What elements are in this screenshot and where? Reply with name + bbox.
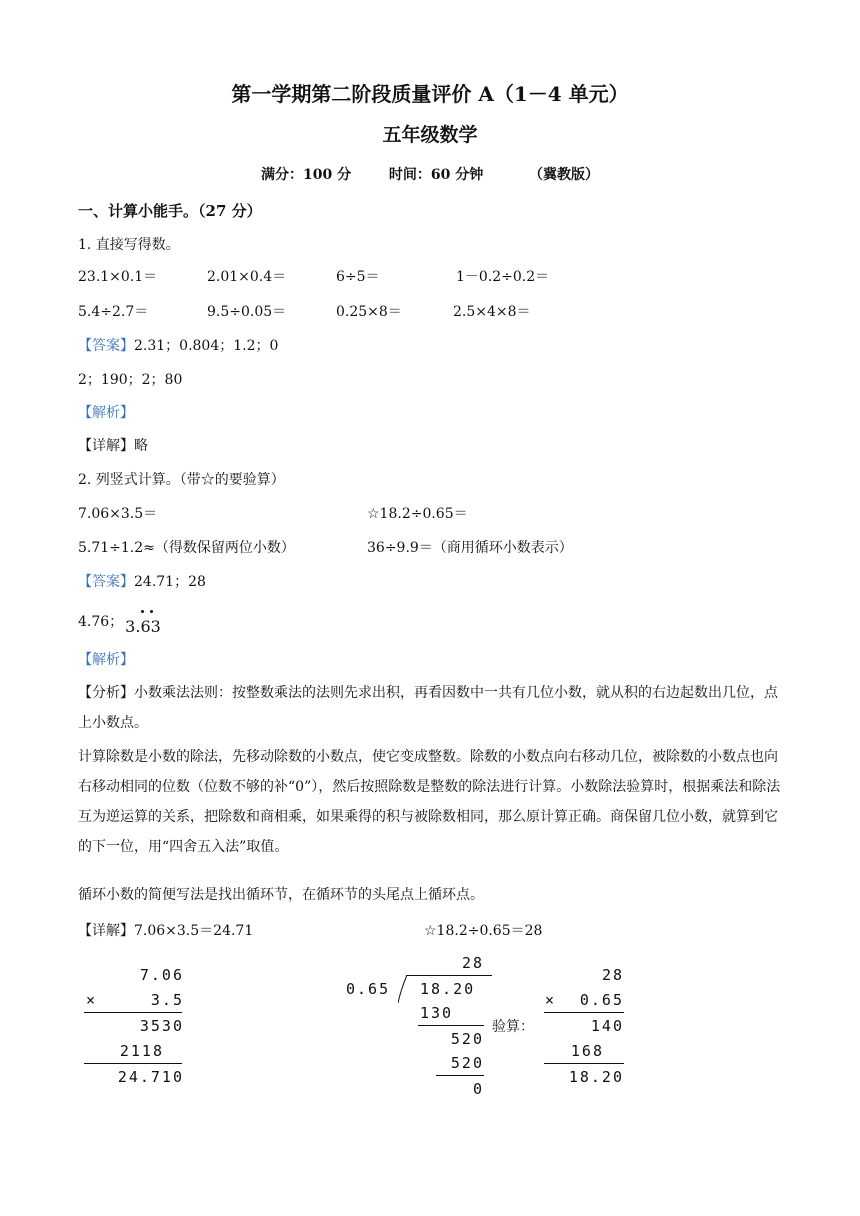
div-rule [418, 1025, 484, 1026]
check-operator: × [545, 991, 557, 1009]
check-label: 验算： [492, 1019, 534, 1035]
check-rule [544, 1012, 624, 1013]
q1-item: 1－0.2÷0.2＝ [456, 269, 550, 285]
analysis-p3: 循环小数的简便写法是找出循环节，在循环节的头尾点上循环点。 [78, 887, 484, 903]
exam-meta [0, 164, 860, 184]
subject-title: 五年级数学 [382, 124, 478, 146]
div-top-rule [406, 975, 492, 976]
page-title: 第一学期第二阶段质量评价 A（1－4 单元） [231, 82, 629, 106]
answer-tag: 【答案】 [78, 574, 134, 590]
check-rule [544, 1063, 624, 1064]
div-bracket [398, 975, 410, 1003]
mult-partial-2: 2118 [119, 1042, 164, 1060]
div-remainder-2: 0 [472, 1080, 484, 1098]
q1-item: 9.5÷0.05＝ [207, 304, 287, 320]
check-partial-1: 140 [590, 1017, 624, 1035]
q2-item: 36÷9.9＝（商用循环小数表示） [367, 540, 573, 556]
q2-answer-cont: 4.76； 3.63 [78, 614, 161, 636]
analysis-tag: 【解析】 [78, 405, 134, 421]
div-remainder-1: 520 [450, 1030, 484, 1048]
q2-item: 5.71÷1.2≈（得数保留两位小数） [78, 540, 295, 556]
analysis-tag: 【解析】 [78, 652, 134, 668]
q1-item: 2.01×0.4＝ [207, 269, 287, 285]
repeat-dot [150, 610, 153, 613]
answer-tag: 【答案】 [78, 338, 134, 354]
mult-result: 24.710 [117, 1068, 184, 1086]
q2-detail-right: ☆18.2÷0.65＝28 [424, 923, 543, 939]
q2-answer: 【答案】24.71；28 [78, 574, 206, 590]
repeating-decimal: 3.63 [125, 617, 161, 636]
mult-rule [84, 1012, 182, 1013]
q1-item: 0.25×8＝ [336, 304, 402, 320]
check-factor-a: 28 [601, 966, 624, 984]
div-step-2: 520 [450, 1054, 484, 1072]
div-step-1: 130 [420, 1004, 454, 1022]
check-factor-b: 0.65 [579, 991, 624, 1009]
q2-item: ☆18.2÷0.65＝ [367, 506, 468, 522]
repeat-dot [141, 610, 144, 613]
q1-answer: 【答案】2.31；0.804；1.2；0 [78, 338, 279, 354]
analysis-p1: 【分析】小数乘法法则：按整数乘法的法则先求出积，再看因数中一共有几位小数，就从积的右边起数出几位，点上小数点。 [78, 685, 778, 731]
q1-detail: 【详解】略 [78, 438, 148, 454]
div-dividend: 18.20 [420, 980, 476, 998]
mult-partial-1: 3530 [139, 1017, 184, 1035]
time-limit: 时间：60 分钟 [388, 167, 484, 183]
q1-answer-cont: 2；190；2；80 [78, 372, 183, 388]
edition: （冀教版） [528, 167, 599, 183]
div-quotient: 28 [461, 954, 484, 972]
section-heading: 一、计算小能手。（27 分） [78, 202, 262, 220]
check-partial-2: 168 [570, 1042, 604, 1060]
q1-item: 5.4÷2.7＝ [78, 304, 149, 320]
q1-item: 2.5×4×8＝ [453, 304, 531, 320]
analysis-p2: 计算除数是小数的除法，先移动除数的小数点，使它变成整数。除数的小数点向右移动几位，被除数的小数点也向右移动相同的位数（位数不够的补“0”），然后按照除数是整数的除法进行计算。小数除法验算时，根据乘法和除法互为逆运算的关系，把除数和商相乘，如果乘得的积与被除数相同，那么原计算正确。商保留几位小数，就算到它的下一位，用“四舍五入法”取值。 [78, 749, 781, 855]
q1-item: 23.1×0.1＝ [78, 269, 158, 285]
div-divisor: 0.65 [346, 980, 391, 998]
q2-item: 7.06×3.5＝ [78, 506, 158, 522]
mult-rule [84, 1063, 182, 1064]
q2-prompt: 2. 列竖式计算。（带☆的要验算） [78, 472, 285, 488]
check-result: 18.20 [568, 1068, 624, 1086]
mult-operator: × [86, 991, 98, 1009]
q1-item: 6÷5＝ [336, 269, 380, 285]
mult-factor-b: 3.5 [150, 991, 184, 1009]
full-score: 满分：100 分 [261, 167, 352, 183]
q2-detail: 【详解】7.06×3.5＝24.71 [78, 923, 254, 939]
div-rule [436, 1075, 484, 1076]
q1-prompt: 1. 直接写得数。 [78, 237, 180, 253]
mult-factor-a: 7.06 [139, 966, 184, 984]
detail-tag: 【详解】 [78, 438, 134, 454]
